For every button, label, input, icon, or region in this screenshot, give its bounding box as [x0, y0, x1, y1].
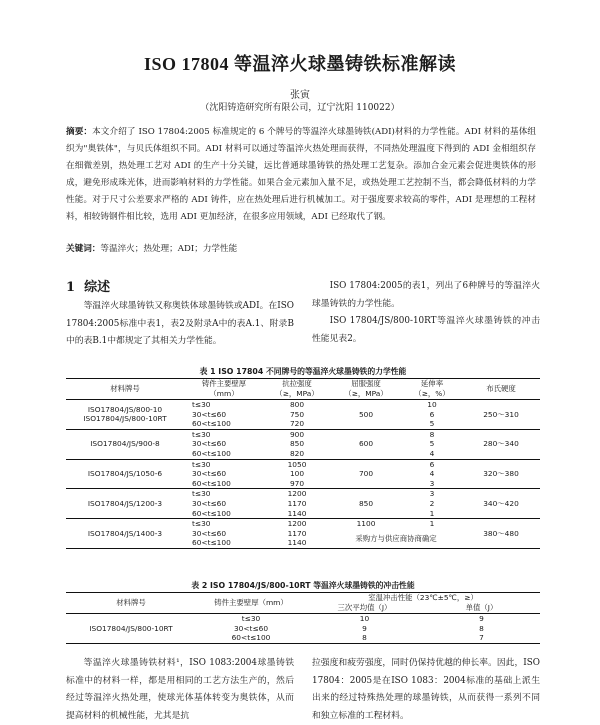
- table1: [66, 378, 540, 549]
- section-title: 综述: [84, 280, 111, 295]
- yield-cell: 500: [358, 409, 374, 419]
- paragraph: ISO 17804:2005的表1，列出了6种牌号的等温淬火球墨铸铁的力学性能。: [312, 281, 540, 309]
- abstract: [66, 124, 536, 226]
- th-yield-unit: （≥，MPa）: [344, 389, 388, 398]
- th-elong: 延伸率: [420, 379, 444, 388]
- wall-cell: t≤30: [192, 519, 211, 529]
- tensile-cell: 1170: [287, 528, 307, 538]
- yield-cell: 600: [358, 439, 374, 449]
- avg-cell: 8: [362, 633, 367, 643]
- elong-cell: 8: [429, 429, 435, 439]
- wall-cell: 30<t≤60: [192, 469, 227, 479]
- grade-cell: ISO17804/JS/800-10RT: [89, 623, 173, 633]
- right-column-top: [312, 278, 540, 348]
- paragraph: 等温淬火球墨铸铁材料¹，ISO 1083:2004球墨铸铁标准中的材料一样，都是用相同的工艺方法生产的，然后经过等温淬火热处理，使球光体基体转变为奥铁体，从而提高材料的机械性能，尤其是抗: [66, 658, 294, 721]
- author: 张寅: [290, 90, 310, 101]
- left-column-top: [66, 298, 294, 351]
- tensile-cell: 1050: [287, 459, 307, 469]
- wall-cell: 30<t≤60: [192, 409, 227, 419]
- wall-cell: 60<t≤100: [192, 448, 231, 458]
- tensile-cell: 1170: [287, 498, 307, 508]
- wall-cell: 30<t≤60: [192, 498, 227, 508]
- grade-cell: ISO17804/JS/1050-6: [87, 469, 163, 479]
- t2-th-wall: 铸件主要壁厚（mm）: [214, 598, 288, 607]
- wall-cell: 60<t≤100: [231, 633, 271, 643]
- elong-cell: 3: [429, 478, 435, 488]
- elong-cell: 3: [429, 489, 435, 499]
- grade-cell: ISO17804/JS/900-8: [90, 439, 160, 449]
- elong-cell: 2: [429, 498, 435, 508]
- wall-cell: 60<t≤100: [192, 508, 231, 518]
- affiliation: （沈阳铸造研究所有限公司，辽宁沈阳 110022）: [200, 103, 400, 113]
- t2-th-single: 单值（J）: [465, 603, 498, 612]
- grade-cell: ISO17804/JS/800-10 ISO17804/JS/800-10RT: [83, 404, 167, 424]
- th-wall: 铸件主要壁厚: [201, 379, 247, 388]
- wall-cell: 30<t≤60: [233, 623, 269, 633]
- single-cell: 7: [479, 633, 484, 643]
- tensile-cell: 820: [289, 448, 305, 458]
- tensile-cell: 720: [289, 419, 305, 429]
- table2-caption: 表 2 ISO 17804/JS/800-10RT 等温淬火球墨铸铁的冲击性能: [191, 581, 415, 590]
- wall-cell: t≤30: [192, 459, 211, 469]
- keywords-text: 等温淬火；热处理；ADI；力学性能: [100, 244, 238, 254]
- table-row: [66, 429, 540, 439]
- elong-cell: 5: [429, 439, 435, 449]
- wall-cell: t≤30: [241, 614, 261, 623]
- paper-title: ISO 17804 等温淬火球墨铸铁标准解读: [143, 54, 456, 74]
- th-elong-unit: （≥，%）: [414, 389, 450, 398]
- hardness-cell: 250～310: [483, 409, 519, 419]
- abstract-label: 摘要：: [66, 127, 93, 137]
- wall-cell: 60<t≤100: [192, 538, 231, 548]
- yield-cell: 700: [358, 469, 374, 479]
- paragraph: 拉强度和疲劳强度，同时仍保持优越的伸长率。因此，ISO 17804：2005是在ISO 1083：2004标准的基础上派生出来的经过特殊热处理的球墨铸铁，从而获得一系列不同和独立标准的工程材料。: [312, 658, 540, 721]
- elong-cell: 1: [429, 519, 435, 529]
- yield-cell: 850: [358, 498, 374, 508]
- single-cell: 8: [479, 623, 484, 633]
- yield-cell: 1100: [356, 519, 376, 529]
- wall-cell: t≤30: [192, 400, 211, 409]
- table2: [66, 592, 540, 644]
- th-hardness: 布氏硬度: [486, 384, 516, 393]
- keywords: [66, 242, 536, 254]
- wall-cell: 60<t≤100: [192, 478, 231, 488]
- th-tensile-unit: （≥，MPa）: [275, 389, 319, 398]
- tensile-cell: 900: [289, 429, 305, 439]
- right-column-bottom: [312, 655, 540, 725]
- keywords-label: 关键词：: [66, 244, 101, 254]
- wall-cell: t≤30: [192, 489, 211, 499]
- elong-cell: 5: [429, 419, 435, 429]
- elong-cell: 1: [429, 508, 435, 518]
- yield-note-cell: 采购方与供应商协商确定: [355, 533, 437, 543]
- avg-cell: 9: [362, 623, 367, 633]
- paragraph: 等温淬火球墨铸铁又称奥铁体球墨铸铁或ADI。在ISO 17804:2005标准中表1，表2及附录A中的表A.1、附录B中的表B.1中都规定了其相关力学性能。: [66, 301, 294, 346]
- hardness-cell: 320～380: [483, 469, 519, 479]
- hardness-cell: 340～420: [483, 498, 519, 508]
- table-row: [66, 614, 540, 624]
- th-yield: 屈服强度: [351, 379, 381, 388]
- hardness-cell: 280～340: [483, 439, 519, 449]
- tensile-cell: 850: [289, 439, 305, 449]
- elong-cell: 10: [427, 400, 437, 409]
- th-grade: 材料牌号: [110, 384, 140, 393]
- tensile-cell: 970: [289, 478, 305, 488]
- th-wall-unit: （mm）: [209, 389, 239, 398]
- t2-th-grade: 材料牌号: [116, 598, 146, 607]
- wall-cell: 60<t≤100: [192, 419, 231, 429]
- tensile-cell: 1200: [287, 489, 307, 499]
- grade-cell: ISO17804/JS/1400-3: [87, 528, 163, 538]
- wall-cell: 30<t≤60: [192, 528, 227, 538]
- hardness-cell: 380～480: [483, 528, 519, 538]
- elong-cell: 6: [429, 409, 435, 419]
- tensile-cell: 1140: [287, 508, 307, 518]
- tensile-cell: 100: [289, 469, 305, 479]
- section-number: 1: [66, 280, 76, 295]
- table-row: [66, 400, 540, 410]
- wall-cell: 30<t≤60: [192, 439, 227, 449]
- t2-th-avg: 三次平均值（J）: [337, 603, 392, 612]
- avg-cell: 10: [359, 614, 370, 623]
- tensile-cell: 800: [289, 400, 305, 409]
- elong-cell: 6: [429, 459, 435, 469]
- wall-cell: t≤30: [192, 429, 211, 439]
- table-row: [66, 459, 540, 469]
- paragraph: ISO 17804/JS/800-10RT等温淬火球墨铸铁的冲击性能见表2。: [312, 316, 540, 344]
- th-tensile: 抗拉强度: [282, 379, 312, 388]
- table1-caption: 表 1 ISO 17804 不同牌号的等温淬火球墨铸铁的力学性能: [199, 367, 407, 376]
- section-heading: [66, 276, 110, 295]
- elong-cell: 4: [429, 448, 435, 458]
- abstract-text: 本文介绍了 ISO 17804:2005 标准规定的 6 个牌号的等温淬火球墨铸铁(ADI)材料的力学性能。ADI 材料的基体组织为"奥铁体"，与贝氏体组织不同。ADI 材料可以通过等温淬火热处理而获得，不同热处理温度下得到的 ADI 金相组织存在细微差别，热处理工艺对 ADI 的生产十分关键，远比普通球墨铸铁的热处理工艺复杂。添加合金元素会促进奥铁体的形成，避免形成珠光体，进而影响材料的力学性能。如果合金元素加入量不足，或热处理工艺控制不当，都会降低材料的力学性能。对于尺寸公差要求严格的 ADI 铸件，应在热处理后进行机械加工。对于强度要求较高的零件，ADI 是理想的工程材料，相较铸钢件相比较，选用 ADI 更加经济，在很多应用领域，ADI 已经取代了钢。: [66, 127, 536, 222]
- single-cell: 9: [479, 614, 484, 623]
- elong-cell: 4: [429, 469, 435, 479]
- tensile-cell: 1200: [287, 519, 307, 529]
- t2-th-impact: 室温冲击性能（23℃±5℃，≥）: [368, 593, 478, 602]
- table-row: [66, 519, 540, 529]
- grade-cell: ISO17804/JS/1200-3: [87, 498, 163, 508]
- tensile-cell: 1140: [287, 538, 307, 548]
- left-column-bottom: [66, 655, 294, 725]
- table-row: [66, 489, 540, 499]
- tensile-cell: 750: [289, 409, 305, 419]
